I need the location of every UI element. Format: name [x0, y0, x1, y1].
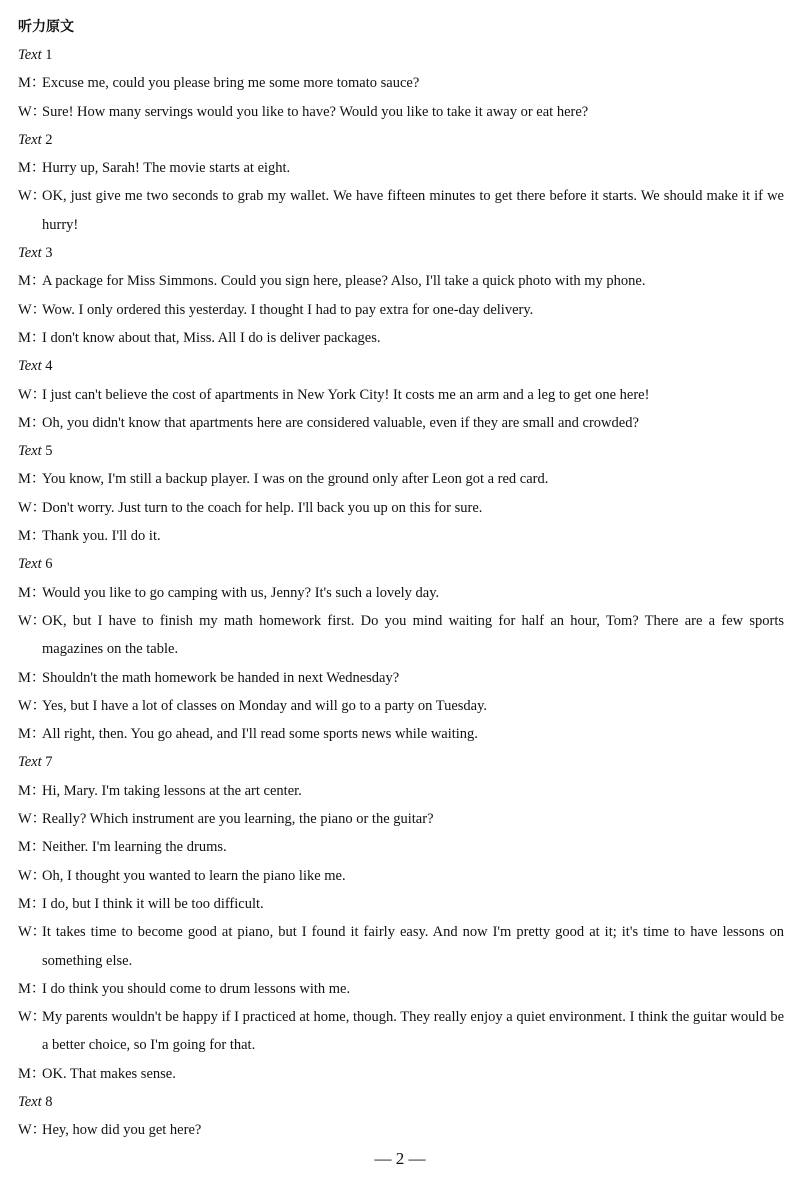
dialogue-text: Hi, Mary. I'm taking lessons at the art center. [42, 782, 302, 799]
dialogue-line [18, 296, 784, 324]
dialogue-text: Sure! How many servings would you like to have? Would you like to take it away or eat here? [42, 103, 589, 120]
speaker-label: W： [18, 924, 47, 941]
dialogue-line [18, 381, 784, 409]
dialogue-text: It takes time to become good at piano, but I found it fairly easy. And now I'm pretty good at it; it's time to have lessons on something else. [42, 924, 784, 969]
speaker-label: W： [18, 301, 47, 318]
section-title [18, 352, 784, 380]
section-number: 3 [45, 245, 53, 262]
section-label: Text [18, 556, 42, 573]
dialogue-text: A package for Miss Simmons. Could you sign here, please? Also, I'll take a quick photo with my phone. [42, 273, 646, 290]
speaker-label: W： [18, 499, 47, 516]
dialogue-text: Would you like to go camping with us, Jenny? It's such a lovely day. [42, 584, 440, 601]
dialogue-text: Oh, you didn't know that apartments here are considered valuable, even if they are small and crowded? [42, 414, 639, 431]
dialogue-line [18, 1003, 784, 1060]
dialogue-line [18, 1060, 784, 1088]
dialogue-text: Wow. I only ordered this yesterday. I thought I had to pay extra for one-day delivery. [42, 301, 534, 318]
dialogue-line [18, 579, 784, 607]
section-label: Text [18, 47, 42, 63]
dialogue-text: Shouldn't the math homework be handed in next Wednesday? [42, 669, 400, 686]
dialogue-text: You know, I'm still a backup player. I was on the ground only after Leon got a red card. [42, 471, 549, 488]
section-title [18, 748, 784, 776]
dialogue-line [18, 918, 784, 975]
section-number: 6 [45, 556, 53, 573]
section-label: Text [18, 754, 42, 771]
transcript-body [18, 13, 784, 1145]
speaker-label: M： [18, 669, 46, 686]
section-number: 1 [45, 47, 53, 63]
speaker-label: W： [18, 188, 47, 205]
dialogue-line [18, 154, 784, 182]
dialogue-text: Thank you. I'll do it. [42, 528, 161, 545]
speaker-label: M： [18, 839, 46, 856]
dialogue-line [18, 494, 784, 522]
dialogue-line [18, 69, 784, 97]
dialogue-line [18, 522, 784, 550]
speaker-label: M： [18, 75, 46, 92]
dialogue-line [18, 862, 784, 890]
section-label: Text [18, 443, 42, 460]
dialogue-text: Don't worry. Just turn to the coach for help. I'll back you up on this for sure. [42, 499, 483, 516]
dialogue-text: Hey, how did you get here? [42, 1122, 202, 1139]
section-number: 4 [45, 358, 53, 375]
section-label: Text [18, 1093, 42, 1110]
speaker-label: M： [18, 414, 46, 431]
speaker-label: W： [18, 1009, 47, 1026]
section-label: Text [18, 131, 42, 148]
dialogue-text: I just can't believe the cost of apartments in New York City! It costs me an arm and a leg to get one here! [42, 386, 650, 403]
dialogue-text: Neither. I'm learning the drums. [42, 839, 227, 856]
section-label: Text [18, 245, 42, 262]
dialogue-line [18, 833, 784, 861]
speaker-label: W： [18, 612, 47, 629]
section-title [18, 126, 784, 154]
dialogue-text: I do, but I think it will be too difficult. [42, 895, 264, 912]
dialogue-line [18, 975, 784, 1003]
speaker-label: W： [18, 697, 47, 714]
section-title [18, 239, 784, 267]
speaker-label: W： [18, 867, 47, 884]
speaker-label: M： [18, 1065, 46, 1082]
section-title [18, 437, 784, 465]
dialogue-line [18, 324, 784, 352]
dialogue-text: OK, but I have to finish my math homework first. Do you mind waiting for half an hour, Tom? There are a few sports magazines on the table. [42, 612, 784, 658]
dialogue-line [18, 465, 784, 493]
section-title [18, 1088, 784, 1116]
dialogue-line [18, 805, 784, 833]
dialogue-line [18, 777, 784, 805]
section-label: Text [18, 358, 42, 375]
dialogue-line [18, 409, 784, 437]
speaker-label: W： [18, 1122, 47, 1139]
dialogue-line [18, 267, 784, 295]
dialogue-text: OK. That makes sense. [42, 1065, 176, 1082]
dialogue-text: I don't know about that, Miss. All I do is deliver packages. [42, 329, 381, 346]
speaker-label: M： [18, 273, 46, 290]
page-number: — 2 — [374, 1149, 426, 1168]
dialogue-text: All right, then. You go ahead, and I'll read some sports news while waiting. [42, 726, 478, 743]
dialogue-text: My parents wouldn't be happy if I practiced at home, though. They really enjoy a quiet environment. I think the guitar would be a better choice, so I'm going for that. [42, 1009, 784, 1054]
section-number: 8 [45, 1093, 53, 1110]
dialogue-line [18, 182, 784, 239]
dialogue-line [18, 607, 784, 664]
speaker-label: W： [18, 386, 47, 403]
dialogue-text: OK, just give me two seconds to grab my wallet. We have fifteen minutes to get there before it starts. We should make it if we hurry! [42, 188, 784, 233]
section-number: 7 [45, 754, 53, 771]
speaker-label: M： [18, 160, 46, 177]
speaker-label: M： [18, 584, 46, 601]
speaker-label: M： [18, 329, 46, 346]
speaker-label: M： [18, 726, 46, 743]
section-number: 2 [45, 131, 53, 148]
dialogue-line [18, 890, 784, 918]
dialogue-text: I do think you should come to drum lessons with me. [42, 980, 351, 997]
speaker-label: W： [18, 811, 47, 828]
dialogue-text: Hurry up, Sarah! The movie starts at eight. [42, 160, 291, 177]
section-title [18, 41, 784, 69]
section-title [18, 550, 784, 578]
speaker-label: M： [18, 528, 46, 545]
dialogue-line [18, 1116, 784, 1144]
speaker-label: M： [18, 471, 46, 488]
dialogue-line [18, 720, 784, 748]
speaker-label: W： [18, 103, 47, 120]
dialogue-line [18, 98, 784, 126]
speaker-label: M： [18, 980, 46, 997]
dialogue-line [18, 664, 784, 692]
dialogue-text: Excuse me, could you please bring me some more tomato sauce? [42, 75, 420, 92]
speaker-label: M： [18, 895, 46, 912]
dialogue-text: Really? Which instrument are you learning, the piano or the guitar? [42, 811, 434, 828]
dialogue-text: Oh, I thought you wanted to learn the piano like me. [42, 867, 346, 884]
page-heading: 听力原文 [18, 19, 74, 35]
section-number: 5 [45, 443, 53, 460]
dialogue-text: Yes, but I have a lot of classes on Monday and will go to a party on Tuesday. [42, 697, 488, 714]
dialogue-line [18, 692, 784, 720]
speaker-label: M： [18, 782, 46, 799]
